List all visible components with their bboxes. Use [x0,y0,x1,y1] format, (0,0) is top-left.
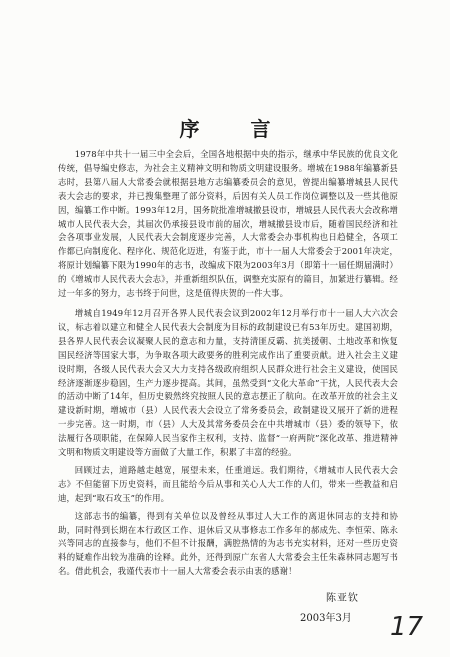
preface-body [58,148,398,583]
paragraph-4: 这部志书的编纂，得到有关单位以及曾经从事过人大工作的离退休同志的支持和协助，同时得到长期在本行政区工作、退休后又从事修志工作多年的郝成先、李恒荣、陈永兴等同志的直接参与，他们不但不计报酬，满腔热情的为志书充实材料，还对一些历史资料的疑难作出较为准确的诠释。此外，还得到原广东省人大常委会主任朱森林同志题写书名。借此机会，我谨代表市十一届人大常委会表示由衷的感谢！ [58,510,398,577]
author-name: 陈亚钦 [326,593,359,604]
handwritten-page-number: 17 [390,612,424,642]
signature-block [300,591,359,627]
paragraph-2: 增城自1949年12月召开各界人民代表会议到2002年12月举行市十一届人大六次会议，标志着以建立和健全人民代表大会制度为目标的政制建设已有53年历史。建国初期，县各界人民代表会议凝聚人民的意志和力量，支持清匪反霸、抗美援朝、土地改革和恢复国民经济等国家大事，为争取各项大政要务的胜利完成作出了重要贡献。进入社会主义建设时期，各级人民代表大会又大力支持各级政府组织人民群众进行社会主义建设，使国民经济逐渐逐步稳固，生产力逐步提高。其间，虽然受到“文化大革命”干扰，人民代表大会的活动中断了14年，但历史毅然终究按照人民的意志摆正了航向。在改革开放的社会主义建设新时期，增城市（县）人民代表大会设立了常务委员会，政制建设又展开了新的进程一步完善。这一时期，市（县）人大及其常务委员会在中共增城市（县）委的领导下，依法履行各项职能，在保障人民当家作主权利，支持、监督“一府两院”深化改革、推进精神文明和物质文明建设等方面做了大量工作，积累了丰富的经验。 [58,307,398,458]
paragraph-1: 1978年中共十一届三中全会后，全国各地根据中央的指示，继承中华民族的优良文化传统，倡导编史修志，为社会主义精神文明和物质文明建设服务。增城在1988年编纂新县志时，县第八届人大常委会就根据县地方志编纂委员会的意见，曾提出编纂增城县人民代表大会志的要求，并已搜集整理了部分资料，后因有关人员工作岗位调整以及一些其他原因，编纂工作中断。1993年12月，国务院批准增城撤县设市，增城县人民代表大会改称增城市人民代表大会，其届次仍承接县设市前的届次，增城撤县设市后，随着国民经济和社会各项事业发展，人民代表大会制度逐步完善，人大常委会办事机构也日趋健全，各项工作都已向制度化、程序化、规范化迈进，有鉴于此，市十一届人大常委会于2001年决定，将原计划编纂下限为1990年的志书，改编成下限为2003年3月（即第十一届任期届满时）的《增城市人民代表大会志》，并重新组织队伍，调整充实原有的篇目，加紧进行纂辑。经过一年多的努力，志书终于问世，这是值得庆贺的一件大事。 [58,149,398,299]
signature-date: 2003年3月 [300,613,352,624]
paragraph-3: 回顾过去，道路越走越宽，展望未来，任重道远。我们期待，《增城市人民代表大会志》不但能留下历史资料，而且能给今后从事和关心人大工作的人们，带来一些教益和启迪，起到“取石攻玉”的作用。 [58,464,398,503]
page-title: 序 言 [179,117,293,141]
